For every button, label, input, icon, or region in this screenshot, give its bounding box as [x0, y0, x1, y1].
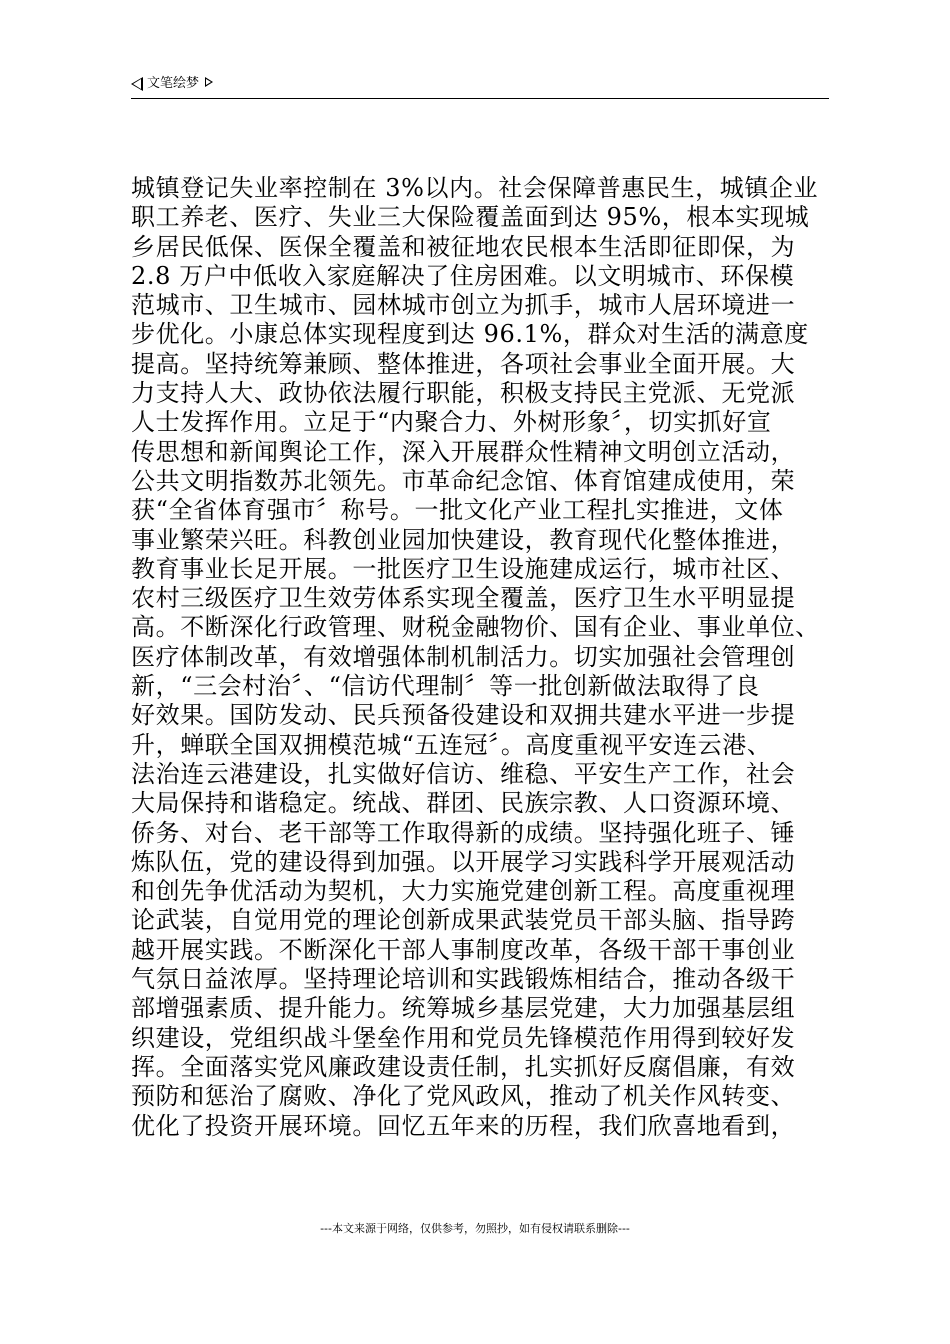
document-body	[131, 174, 831, 1141]
header-title-row	[131, 76, 213, 92]
body-text-line: 升，蝉联全国双拥模范城“五连冠〞。高度重视平安连云港、	[131, 730, 772, 759]
body-text-line: 气氛日益浓厚。坚持理论培训和实践锻炼相结合，推动各级干	[131, 965, 796, 994]
page-header	[131, 74, 829, 99]
body-text-line: 越开展实践。不断深化干部人事制度改革，各级干部干事创业	[131, 935, 796, 964]
body-text-line: 步优化。小康总体实现程度到达 96.1%，群众对生活的满意度	[131, 320, 809, 349]
body-text-line: 事业繁荣兴旺。科教创业园加快建设，教育现代化整体推进，	[131, 525, 796, 554]
triangle-right-icon	[205, 77, 213, 87]
body-text-line: 挥。全面落实党风廉政建设责任制，扎实抓好反腐倡廉，有效	[131, 1052, 796, 1081]
body-text-line: 侨务、对台、老干部等工作取得新的成绩。坚持强化班子、锤	[131, 818, 796, 847]
body-text-line: 高。不断深化行政管理、财税金融物价、国有企业、事业单位、	[131, 613, 820, 642]
body-text-line: 新，“三会村治〞、“信访代理制〞等一批创新做法取得了良	[131, 672, 760, 701]
body-text-line: 好效果。国防发动、民兵预备役建设和双拥共建水平进一步提	[131, 701, 796, 730]
body-text-line: 人士发挥作用。立足于“内聚合力、外树形象〞，切实抓好宣	[131, 408, 772, 437]
body-text-line: 优化了投资开展环境。回忆五年来的历程，我们欣喜地看到，	[131, 1111, 796, 1140]
body-text-line: 织建设，党组织战斗堡垒作用和党员先锋模范作用得到较好发	[131, 1023, 796, 1052]
body-text-line: 法治连云港建设，扎实做好信访、维稳、平安生产工作，社会	[131, 759, 796, 788]
body-text-line: 范城市、卫生城市、园林城市创立为抓手，城市人居环境进一	[131, 291, 796, 320]
header-title: 文笔绘梦	[147, 76, 200, 91]
body-text-line: 和创先争优活动为契机，大力实施党建创新工程。高度重视理	[131, 877, 796, 906]
body-text-line: 公共文明指数苏北领先。市革命纪念馆、体育馆建成使用，荣	[131, 466, 796, 495]
triangle-left-icon	[131, 77, 143, 91]
body-text-line: 力支持人大、政协依法履行职能，积极支持民主党派、无党派	[131, 379, 796, 408]
body-text-line: 传思想和新闻舆论工作，深入开展群众性精神文明创立活动，	[131, 437, 796, 466]
body-text-line: 城镇登记失业率控制在 3%以内。社会保障普惠民生，城镇企业	[131, 174, 819, 202]
body-text-line: 乡居民低保、医保全覆盖和被征地农民根本生活即征即保，为	[131, 232, 796, 261]
body-text-line: 教育事业长足开展。一批医疗卫生设施建成运行，城市社区、	[131, 554, 796, 583]
body-text-line: 部增强素质、提升能力。统筹城乡基层党建，大力加强基层组	[131, 994, 796, 1023]
body-text-line: 预防和惩治了腐败、净化了党风政风，推动了机关作风转变、	[131, 1082, 796, 1111]
body-text-line: 职工养老、医疗、失业三大保险覆盖面到达 95%，根本实现城	[131, 203, 810, 232]
body-text-line: 医疗体制改革，有效增强体制机制活力。切实加强社会管理创	[131, 642, 796, 671]
body-text-line: 大局保持和谐稳定。统战、群团、民族宗教、人口资源环境、	[131, 789, 796, 818]
page-footer: ---本文来源于网络，仅供参考，勿照抄，如有侵权请联系删除---	[320, 1222, 630, 1235]
body-text-line: 2.8 万户中低收入家庭解决了住房困难。以文明城市、环保模	[131, 261, 795, 290]
body-text-line: 农村三级医疗卫生效劳体系实现全覆盖，医疗卫生水平明显提	[131, 584, 796, 613]
body-text-line: 论武装，自觉用党的理论创新成果武装党员干部头脑、指导跨	[131, 906, 796, 935]
body-text-line: 炼队伍，党的建设得到加强。以开展学习实践科学开展观活动	[131, 847, 796, 876]
body-text-line: 提高。坚持统筹兼顾、整体推进，各项社会事业全面开展。大	[131, 349, 796, 378]
body-text-line: 获“全省体育强市〞称号。一批文化产业工程扎实推进，文体	[131, 496, 784, 525]
